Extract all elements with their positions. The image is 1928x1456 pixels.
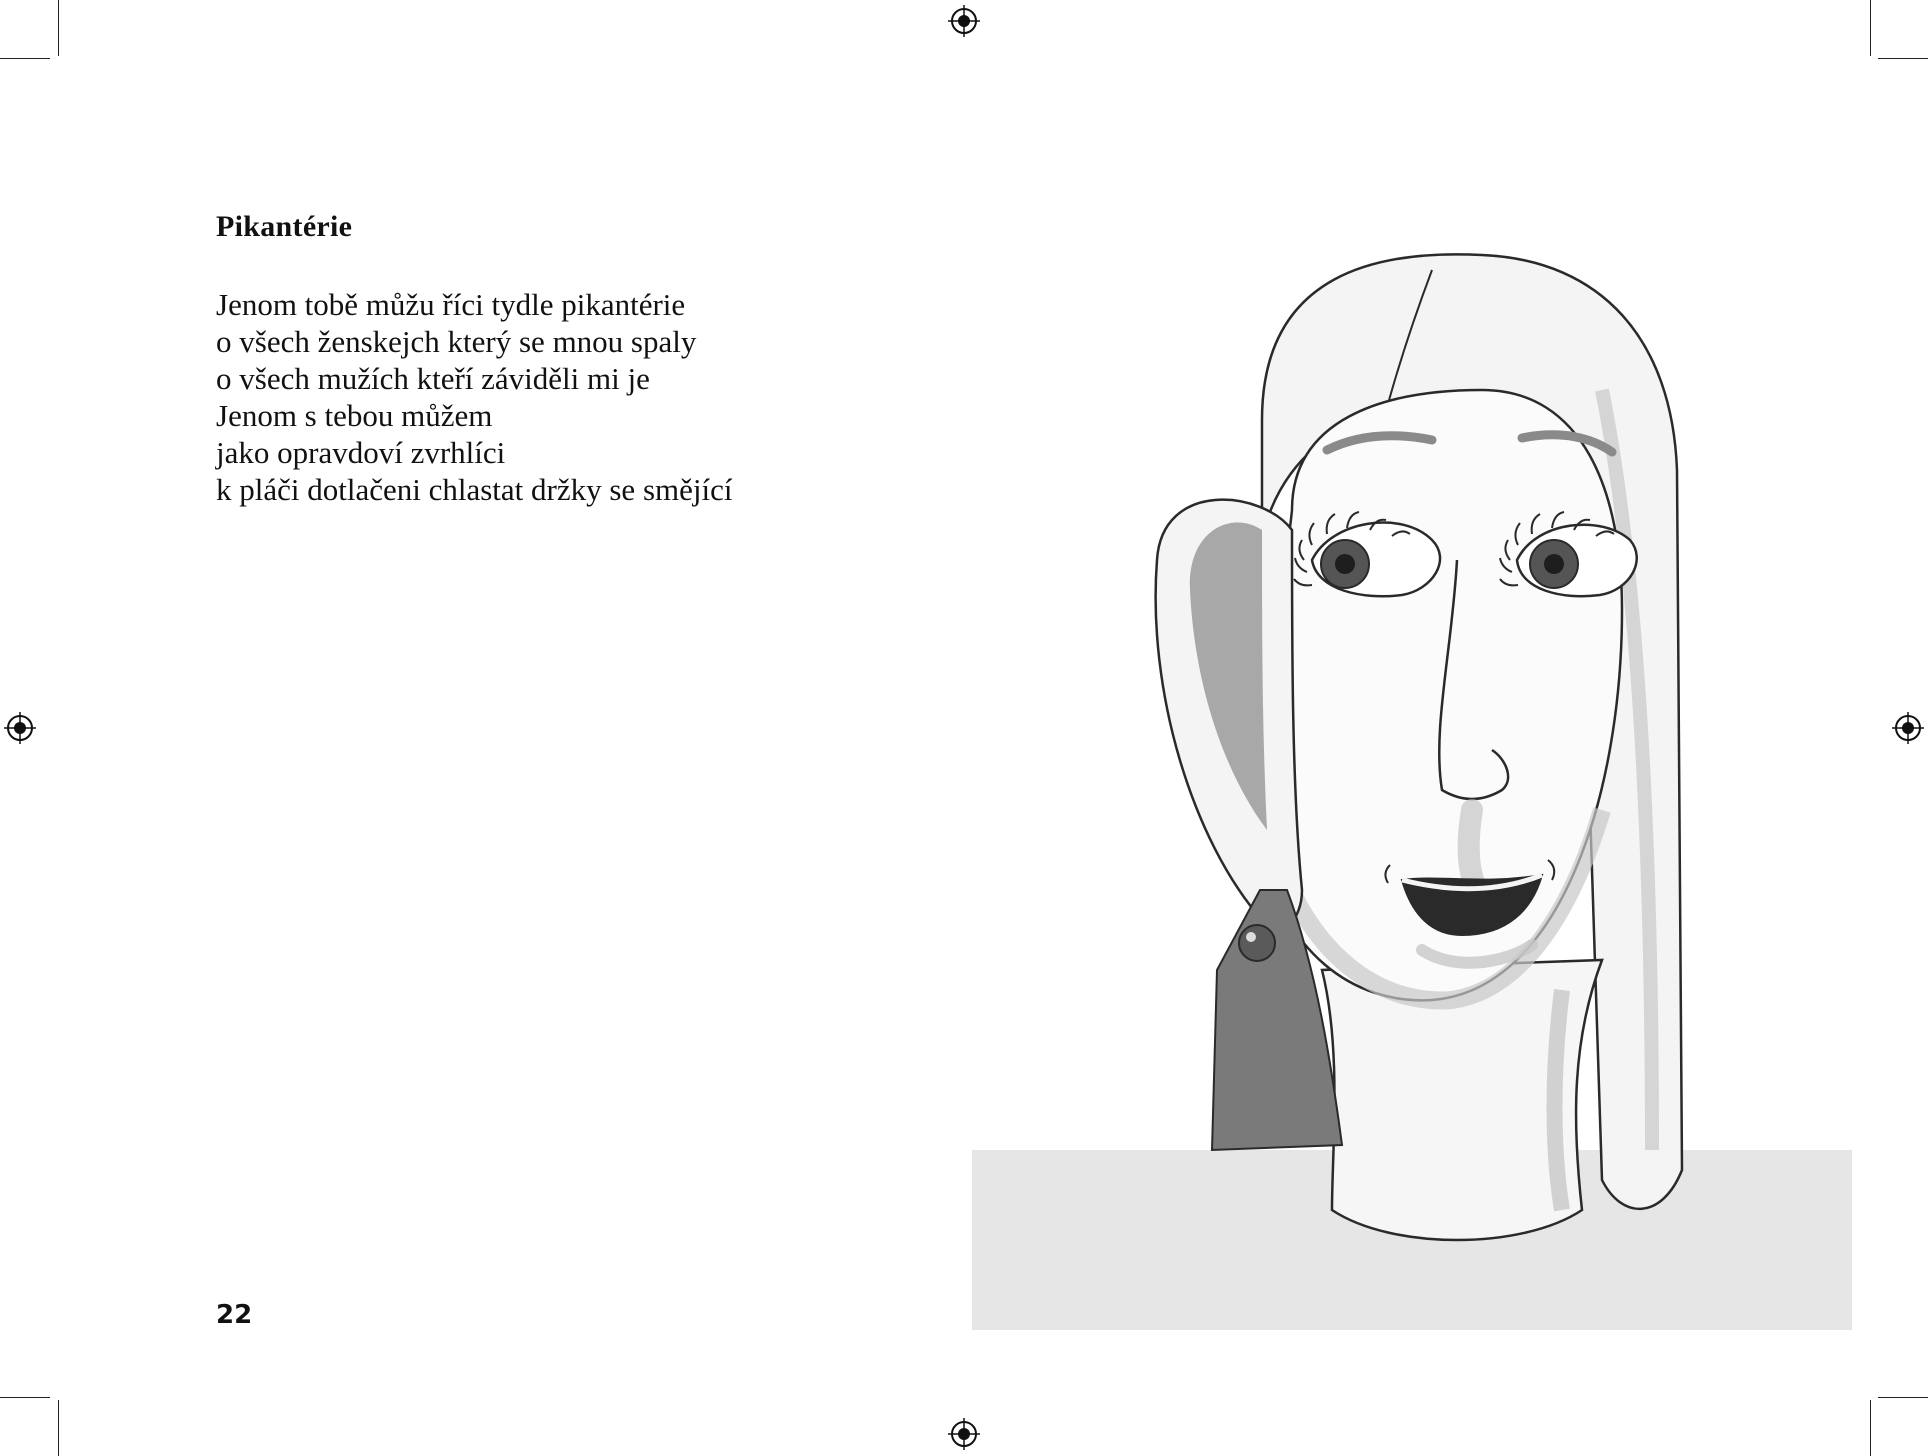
neck-shading xyxy=(1555,990,1563,1210)
page-number: 22 xyxy=(216,1300,253,1330)
earring-bead xyxy=(1239,925,1275,961)
crop-mark-bottom-right-v xyxy=(1870,1400,1871,1456)
crop-mark-top-right-v xyxy=(1870,0,1871,56)
crop-mark-top-right-h xyxy=(1878,58,1928,59)
crop-mark-bottom-right-h xyxy=(1878,1397,1928,1398)
poem-line: o všech ženskejch který se mnou spaly xyxy=(216,324,697,359)
woman-portrait-illustration xyxy=(962,90,1872,1370)
poem-line: jako opravdoví zvrhlíci xyxy=(216,435,506,470)
poem-line: k pláči dotlačeni chlastat držky se smějící xyxy=(216,472,733,507)
poem-line: o všech mužích kteří záviděli mi je xyxy=(216,361,650,396)
poem-title: Pikantérie xyxy=(216,210,353,243)
left-pupil xyxy=(1335,554,1355,574)
poem-line: Jenom tobě můžu říci tydle pikantérie xyxy=(216,287,686,322)
poem-body xyxy=(216,286,732,508)
nose-shading xyxy=(1469,810,1477,890)
right-pupil xyxy=(1544,554,1564,574)
earring-highlight xyxy=(1246,932,1256,942)
registration-mark-right-icon xyxy=(1892,712,1924,744)
poem-line: Jenom s tebou můžem xyxy=(216,398,493,433)
